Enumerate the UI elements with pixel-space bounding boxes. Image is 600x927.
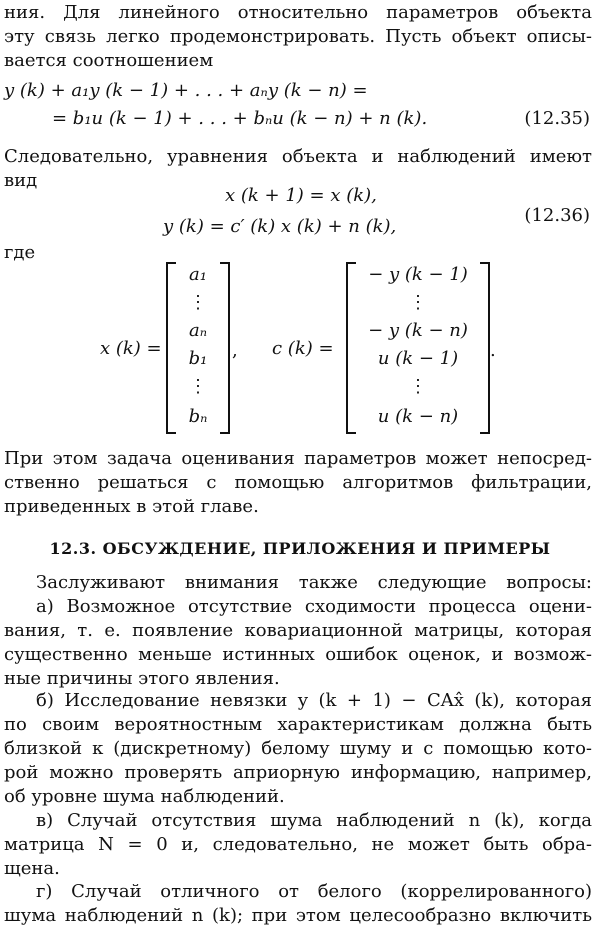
text-line: матрица N = 0 и, следовательно, не может быть обра- [4,834,592,855]
text-line: ные причины этого явления. [4,668,280,689]
c-vector-label: c (k) = [272,338,334,359]
text-line: вается соотношением [4,50,214,71]
matrix-cell: u (k − 1) [377,348,459,369]
text-line: а) Возможное отсутствие сходимости процесса оцени- [36,596,592,617]
equation-12-36-line1: x (k + 1) = x (k), [225,185,377,206]
equation-12-35-line1: y (k) + a₁y (k − 1) + . . . + aₙy (k − n) = [4,80,368,101]
text-line: вания, т. е. появление ковариационной матрицы, которая [4,620,592,641]
matrix-cell: ⋮ [189,292,207,313]
matrix-cell: ⋮ [409,376,427,397]
text-line: существенно меньше истинных ошибок оценок, и возмож- [4,644,592,665]
text-line: Заслуживают внимания также следующие вопросы: [36,572,592,593]
matrix-cell: b₁ [188,348,208,369]
text-line: Следовательно, уравнения объекта и наблюдений имеют [4,146,592,167]
period: . [490,340,496,361]
matrix-cell: ⋮ [409,292,427,313]
text-line: близкой к (дискретному) белому шуму и с помощью кото- [4,738,592,759]
equation-number: (12.36) [524,205,590,226]
matrix-cell: bₙ [188,406,208,427]
c-vector-matrix [346,262,490,434]
equation-number: (12.35) [524,108,590,129]
text-line: эту связь легко продемонстрировать. Пусть объект описы- [4,26,592,47]
text-line: вид [4,170,38,191]
matrix-cell: u (k − n) [377,406,459,427]
x-vector-label: x (k) = [100,338,162,359]
matrix-cell: a₁ [189,264,207,285]
matrix-cell: ⋮ [189,376,207,397]
text-line: рой можно проверять априорную информацию, например, [4,762,592,783]
x-vector-matrix [166,262,230,434]
text-line: ственно решаться с помощью алгоритмов фильтрации, [4,472,592,493]
matrix-cell: − y (k − 1) [368,264,468,285]
text-line: б) Исследование невязки y (k + 1) − CAx̂ (k), которая [36,690,592,711]
text-line: ния. Для линейного относительно параметров объекта [4,2,592,23]
text-line: шума наблюдений n (k); при этом целесообразно включить [4,905,592,926]
text-line: по своим вероятностным характеристикам должна быть [4,714,592,735]
text-line: где [4,242,36,263]
text-line: щена. [4,858,60,879]
matrix-cell: aₙ [188,320,208,341]
text-line: в) Случай отсутствия шума наблюдений n (k), когда [36,810,592,831]
text-line: об уровне шума наблюдений. [4,786,285,807]
text-line: г) Случай отличного от белого (коррелированного) [36,881,592,902]
section-heading: 12.3. ОБСУЖДЕНИЕ, ПРИЛОЖЕНИЯ И ПРИМЕРЫ [49,539,551,558]
equation-12-35-line2: = b₁u (k − 1) + . . . + bₙu (k − n) + n (k). [52,108,428,129]
equation-12-36-line2: y (k) = c′ (k) x (k) + n (k), [163,216,397,237]
matrix-cell: − y (k − n) [368,320,468,341]
text-line: При этом задача оценивания параметров может непосред- [4,448,592,469]
text-line: приведенных в этой главе. [4,496,259,517]
comma: , [232,340,238,361]
